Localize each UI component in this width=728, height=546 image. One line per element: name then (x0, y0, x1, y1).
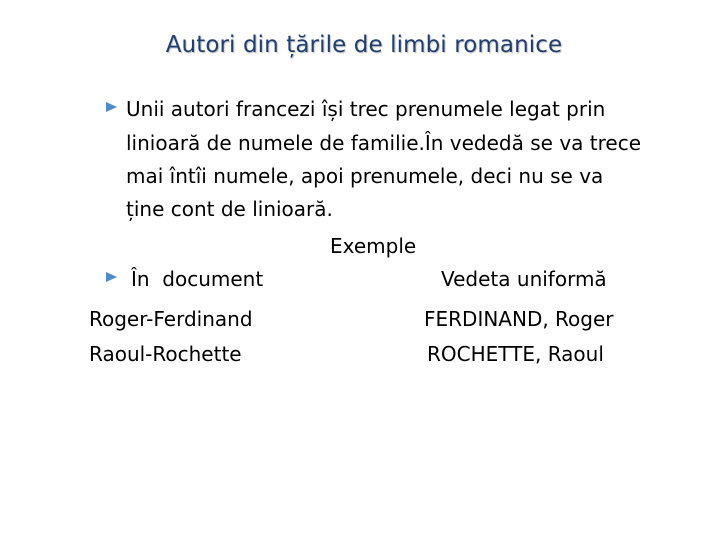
row-1-heading: FERDINAND, Roger (424, 307, 614, 331)
column-header-uniform: Vedeta uniformă (441, 267, 607, 291)
row-2-heading: ROCHETTE, Raoul (427, 342, 604, 366)
bullet-icon (106, 102, 117, 112)
column-header-document: În document (131, 267, 264, 291)
paragraph-line-1: Unii autori francezi își trec prenumele legat prin (126, 97, 606, 121)
bullet-icon (106, 272, 117, 282)
paragraph-line-4: ține cont de linioară. (126, 197, 333, 221)
row-2-document: Raoul-Rochette (89, 342, 242, 366)
paragraph-line-3: mai întîi numele, apoi prenumele, deci nu se va (126, 164, 604, 188)
slide-title: Autori din țările de limbi romanice (165, 32, 563, 58)
paragraph-line-2: linioară de numele de familie.În vededă se va trece (126, 131, 641, 155)
examples-heading: Exemple (330, 234, 417, 258)
row-1-document: Roger-Ferdinand (89, 307, 253, 331)
